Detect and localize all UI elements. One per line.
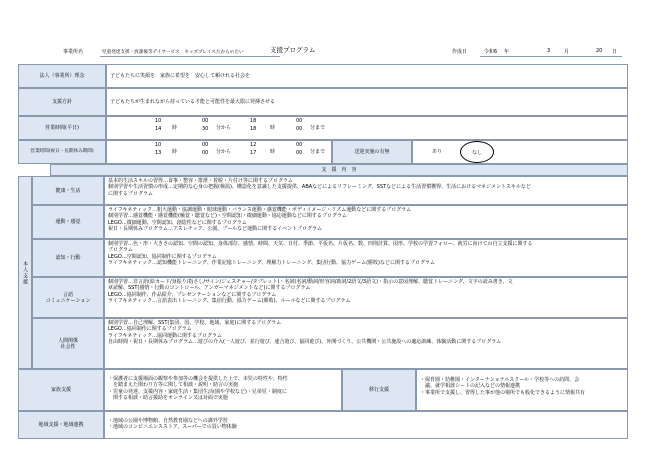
office-name: 児童発達支援・放課後等デイサービス キッズプレイスたからのたい [102, 49, 244, 55]
weekday-to-unit: 分まで [310, 125, 326, 131]
philosophy-label: 法人（事業所）理念 [18, 64, 106, 88]
community-line: ・地域の公園や博物館、自然教育園などへの課外学習 [108, 418, 228, 424]
family-line: を踏まえた関わり方等に関して相談・説明・助言の実施 [108, 382, 239, 389]
transition-line: ・事業所で支援し、習得した事が他の場所でも般化できるように情報共有 [420, 389, 586, 396]
section-line: LEGO…微細運動、空間認知、創造性などに関するプログラム [108, 219, 247, 226]
section-line: 基本的生活スキルの習得…食事・整容・排泄・着脱・片付け等に関するプログラム [108, 178, 293, 184]
date-underline [480, 56, 622, 57]
family-support-label: 家族支援 [18, 369, 104, 411]
holiday-from-unit: 分から [216, 149, 232, 155]
weekday-hours-cell [106, 116, 628, 140]
philosophy-cell [106, 64, 628, 88]
holiday-h2: 12 [250, 142, 257, 148]
main-support-label: 本人支援 [18, 176, 32, 369]
family-line: ・保護者に支援場面の観察や参加等の機会を提供した上で、本児の特性や、特性 [108, 376, 288, 382]
policy-text: 子どもたちが生まれながら持っている才能と可能性を最大限に発揮させる [110, 98, 276, 105]
office-underline [100, 56, 280, 57]
community-support-content [104, 411, 628, 439]
transition-support-label: 移行支援 [342, 369, 416, 411]
section-line: 個別学習や生活習慣の形成…定期的な心身の把握(検温)、構造化を意識した支援提供、ABAなどによるリフレーミング、SSTなどによる生活習慣獲得、生活におけるマネジメントスキルなど [108, 184, 531, 191]
section-content-language [104, 277, 628, 318]
doc-title: 支援プログラム [270, 46, 316, 54]
section-line: LEGO…協同制作、作品紹介、プレゼンテーションなどに関するプログラム [108, 291, 277, 298]
weekday-h4: 18 [250, 126, 257, 132]
section-line: 章読解、SST(感情・行動のコントロール、アンガーマネジメントなど)に関するプログラム [108, 285, 311, 292]
transport-cell [412, 140, 628, 164]
transport-no: なし [471, 149, 482, 156]
weekday-m2: 00 [296, 118, 303, 124]
created-day: 20 [596, 48, 603, 54]
created-era: 令和6 [484, 49, 498, 55]
community-line: ・地域のコンビニエンスストア、スーパーでの買い物体験 [108, 424, 237, 431]
policy-label: 支援方針 [18, 88, 106, 116]
holiday-m4: 00 [296, 150, 303, 156]
office-label: 事業所名 [63, 49, 84, 55]
philosophy-text: 子どもたちに笑顔を 家族に希望を 安心して頼けれる社会を [110, 72, 251, 79]
transition-line: ・保育園・幼稚園・インターナショナルスクール・学校等への訪問、会 [420, 377, 580, 383]
weekday-m4: 00 [296, 126, 303, 132]
holiday-hour-unit-2: 時 [270, 149, 276, 155]
section-line: ライフキネティック…言語表出トレーニング、集団行動、協力ゲーム(勝敗)、ルールなどに関するプログラム [108, 298, 351, 305]
transport-no-selected [460, 141, 494, 163]
transition-line: 議、就学相談シートの記入などの情報連携 [420, 383, 521, 390]
family-support-content [104, 369, 342, 411]
day-suffix: 日 [612, 49, 618, 55]
section-line: ライフキネティック…協同運動に関するプログラム [108, 332, 222, 339]
created-label: 作成日 [452, 49, 468, 55]
section-content-health [104, 176, 628, 205]
weekday-hour-unit-1: 時 [172, 125, 178, 131]
transition-support-content [416, 369, 628, 411]
section-label-motor: 運動・感覚 [32, 205, 104, 239]
weekday-h3: 14 [155, 126, 162, 132]
year-suffix: 年 [504, 49, 510, 55]
section-label-health: 健康・生活 [32, 176, 104, 205]
section-label-social: 人間関係 社会性 [32, 318, 104, 369]
weekday-hours-label: 営業時間(平日) [18, 116, 106, 140]
section-line: に関するプログラム [108, 190, 153, 197]
section-line: ライフキネティック…粗大運動・協調運動・眼球運動・バランス運動・感覚機能・ボディイメージ・リズム運動などに関するプログラム [108, 207, 412, 213]
holiday-to-unit: 分まで [310, 149, 326, 155]
section-line: プログラム [108, 247, 133, 254]
section-label-cognitive: 認知・行動 [32, 239, 104, 277]
section-line: 自由時間・祝日・長期休みプログラム…遊びの介入(一人遊び、並行遊び、連合遊び、協同遊び)、外開づくり、公共機関・公共施設への適応訓練、体験活動に関するプログラム [108, 339, 502, 346]
holiday-m3: 00 [202, 150, 209, 156]
policy-cell [106, 88, 628, 116]
transport-label: 送迎実施の有無 [332, 140, 412, 164]
section-line: ライフキネティック…認知機能トレーニング、作業記憶トレーニング、理解力トレーニング、集団行動、協力ゲーム(勝敗)などに関するプログラム [108, 260, 435, 267]
weekday-h2: 18 [250, 118, 257, 124]
transport-yes: あり [432, 149, 443, 155]
section-line: LEGO…空間認知、協同制作に関するプログラム [108, 253, 217, 260]
family-line: 関する相談・助言援助をオンライン又は対面で実施 [108, 395, 228, 402]
holiday-h3: 13 [155, 150, 162, 156]
created-month: 3 [547, 48, 551, 54]
section-line: 祝日・長期休みプログラム…アスレチック、公園、プールなど運動に関するイベントプログラム [108, 226, 322, 233]
holiday-h1: 10 [155, 142, 162, 148]
section-line: 個別学習…感覚機能・感覚機能(触覚・聴覚など)・空間認知・微細運動・協応運動などに関するプログラム [108, 213, 347, 220]
month-suffix: 月 [564, 49, 570, 55]
weekday-m1: 00 [202, 118, 209, 124]
holiday-hour-unit-1: 時 [172, 149, 178, 155]
weekday-from-unit: 分から [216, 125, 232, 131]
section-label-language: 言語 コミュニケーション [32, 277, 104, 318]
weekday-h1: 10 [155, 118, 162, 124]
community-support-label: 地域支援・地域連携 [18, 411, 104, 439]
family-line: ・児童の発達、支援内容・家庭生活・集団生活(園や学校など)・兄弟児・制度に [108, 388, 287, 395]
holiday-m1: 00 [202, 142, 209, 148]
weekday-m3: 30 [202, 126, 209, 132]
section-line: 個別学習…非言語(絵カード/身振り/指さし/サイン/ジェスチャー/タブレット)・名詞(名詞/動詞/形容詞/助詞/2語文/3語文)・指示の意図理解、聴覚トレーニング、文字の読み書き、文 [108, 279, 513, 285]
section-line: LEGO…協同制作に関するプログラム [108, 326, 192, 333]
holiday-hours-label: 営業時間(祝日・長期休み期間) [18, 140, 106, 164]
content-header: 支 援 内 容 [50, 164, 628, 176]
section-content-motor [104, 205, 628, 239]
holiday-m2: 00 [296, 142, 303, 148]
section-line: 個別学習…自己理解、SST(集団、国、学校、地域、家庭)に関するプログラム [108, 320, 282, 326]
weekday-hour-unit-2: 時 [270, 125, 276, 131]
section-content-social [104, 318, 628, 369]
section-content-cognitive [104, 239, 628, 277]
holiday-h4: 17 [250, 150, 257, 156]
section-line: 個別学習…色・形・大きさの認知、空間の認知、身体部位、感情、時間、天気、日付、季節、平仮名、片仮名、数、四則計算、図形、学校の学習フォロー、就労に向けての自立支援に関する [108, 241, 533, 247]
